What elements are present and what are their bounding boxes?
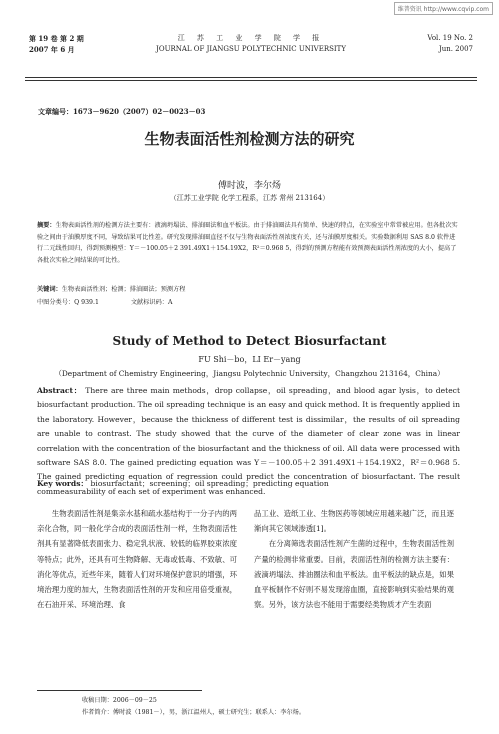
- journal-name-cn: 江 苏 工 业 学 院 学 报: [177, 34, 325, 42]
- footnote: [82, 695, 469, 719]
- affiliation-cn: （江苏工业学院 化学工程系，江苏 常州 213164）: [169, 194, 330, 202]
- body-column-right: [254, 506, 454, 612]
- abstract-en-label: Abstract：: [37, 386, 83, 395]
- footnote-rule: [37, 690, 202, 691]
- journal-name-en: JOURNAL OF JIANGSU POLYTECHNIC UNIVERSITY: [156, 45, 346, 53]
- abstract-cn-label: 摘要：: [37, 222, 56, 229]
- journal-header: [25, 29, 477, 69]
- journal-name: [155, 33, 347, 55]
- abstract-cn-text: 生物表面活性剂的检测方法主要有：液滴坍塌法、排油圈法和血平板法。由于排油圈法具有简单、快速的特点，在实验室中常常被应用。但各批次实验之间由于油膜厚度不同，导致结果可比性差。研究发现排油圈直径不仅与生物表面活性剂浓度有关，还与油膜厚度相关。实验数据利用 SAS 8.0 软件进行二元线性回归，得到预测模型：Y＝－100.05＋2 391.49X1＋154.19X2，R²＝0.968 5，得到的预测方程能有效预测表面活性剂浓度的大小，提高了各批次实验之间结果的可比性。: [37, 222, 458, 264]
- title-en: Study of Method to Detect Biosurfactant: [112, 334, 387, 348]
- document-code: 文献标识码：A: [130, 299, 173, 306]
- header-rule-thin: [25, 80, 477, 81]
- authors-cn: 傅时波，李尔炀: [217, 181, 281, 191]
- issue-info-en: [427, 33, 473, 55]
- issue-date: 2007 年 6 月: [29, 45, 75, 54]
- classification-cn: [37, 297, 460, 306]
- keywords-cn-text: 生物表面活性剂；检测；排油圈法；预测方程: [61, 286, 186, 293]
- abstract-en-text: There are three main methods，drop collapse，oil spreading，and blood agar lysis，to detect biosurfactant production. The oil spreading technique is an easy and quick method. It is frequently applied in the laboratory. However，because the thickness of different test is dissimilar，the results of oil spreading are unable to contrast. The study showed that the curve of the diameter of clear zone was in linear correlation with the concentration of the biosurfactant and the thickness of oil. All data were processed with software SAS 8.0. The gained predicting equation was Y＝－100.05＋2 391.49X1＋154.19X2，R²＝0.968 5. The gained predicting equation of regression could predict the concentration of biosurfactant. The result commeasurability of each set of experiment was enhanced.: [37, 386, 460, 496]
- volume-issue: 第 19 卷 第 2 期: [29, 34, 84, 43]
- issue-date-en: Jun. 2007: [438, 45, 473, 53]
- affiliation-en: （Department of Chemistry Engineering，Jiangsu Polytechnic University，Changzhou 213164，China）: [54, 369, 445, 378]
- body-paragraph: 在分离筛选表面活性剂产生菌的过程中，生物表面活性剂产量的检测非常重要。目前，表面活性剂的检测方法主要有：液滴坍塌法、排油圈法和血平板法。血平板法的缺点是，如果血平板制作不好则不易发现溶血圈，直接影响到实验结果的观察。另外，该方法也不能用于需要经类物质才产生表面: [254, 539, 454, 610]
- article-number: 文章编号：1673－9620（2007）02－0023－03: [38, 107, 206, 116]
- clc-number: 中图分类号：Q 939.1: [37, 299, 99, 306]
- issue-info: [29, 33, 84, 55]
- keywords-cn: [37, 284, 460, 293]
- volume-issue-en: Vol. 19 No. 2: [427, 34, 473, 42]
- received-date: 收稿日期：2006－09－25: [82, 697, 157, 704]
- body-paragraph: 品工业、造纸工业、生物医药等领域应用越来越广泛，而且逐渐向其它领域渗透[1]。: [254, 509, 454, 534]
- author-bio: 作者简介：傅时波（1981－），男，浙江温州人，硕士研究生；联系人：李尔炀。: [82, 709, 306, 716]
- body-column-left: 生物表面活性剂是集亲水基和疏水基结构于一分子内的两亲化合物，同一般化学合成的表面活性剂一样，生物表面活性剂具有显著降低表面张力、稳定乳状液、较低的临界胶束浓度等特点；此外，还具有可生物降解、无毒或低毒、不致敏、可消化等优点，近些年来，随着人们对环境保护意识的增强，环境治理力度的加大，生物表面活性剂的开发和应用倍受重视，在石油开采、环境治理、食: [37, 509, 237, 610]
- keywords-en: [37, 478, 460, 489]
- watermark: 维普资讯 http://www.cqvip.com: [394, 2, 493, 15]
- authors-en: FU Shi－bo，LI Er－yang: [198, 355, 301, 364]
- title-cn: 生物表面活性剂检测方法的研究: [144, 130, 355, 148]
- abstract-cn: [37, 220, 460, 266]
- keywords-en-label: Key words：: [37, 479, 89, 488]
- keywords-en-text: biosurfactant；screening；oil spreading；predicting equation: [90, 479, 329, 488]
- keywords-cn-label: 关键词：: [37, 286, 62, 293]
- header-rule: [25, 77, 477, 78]
